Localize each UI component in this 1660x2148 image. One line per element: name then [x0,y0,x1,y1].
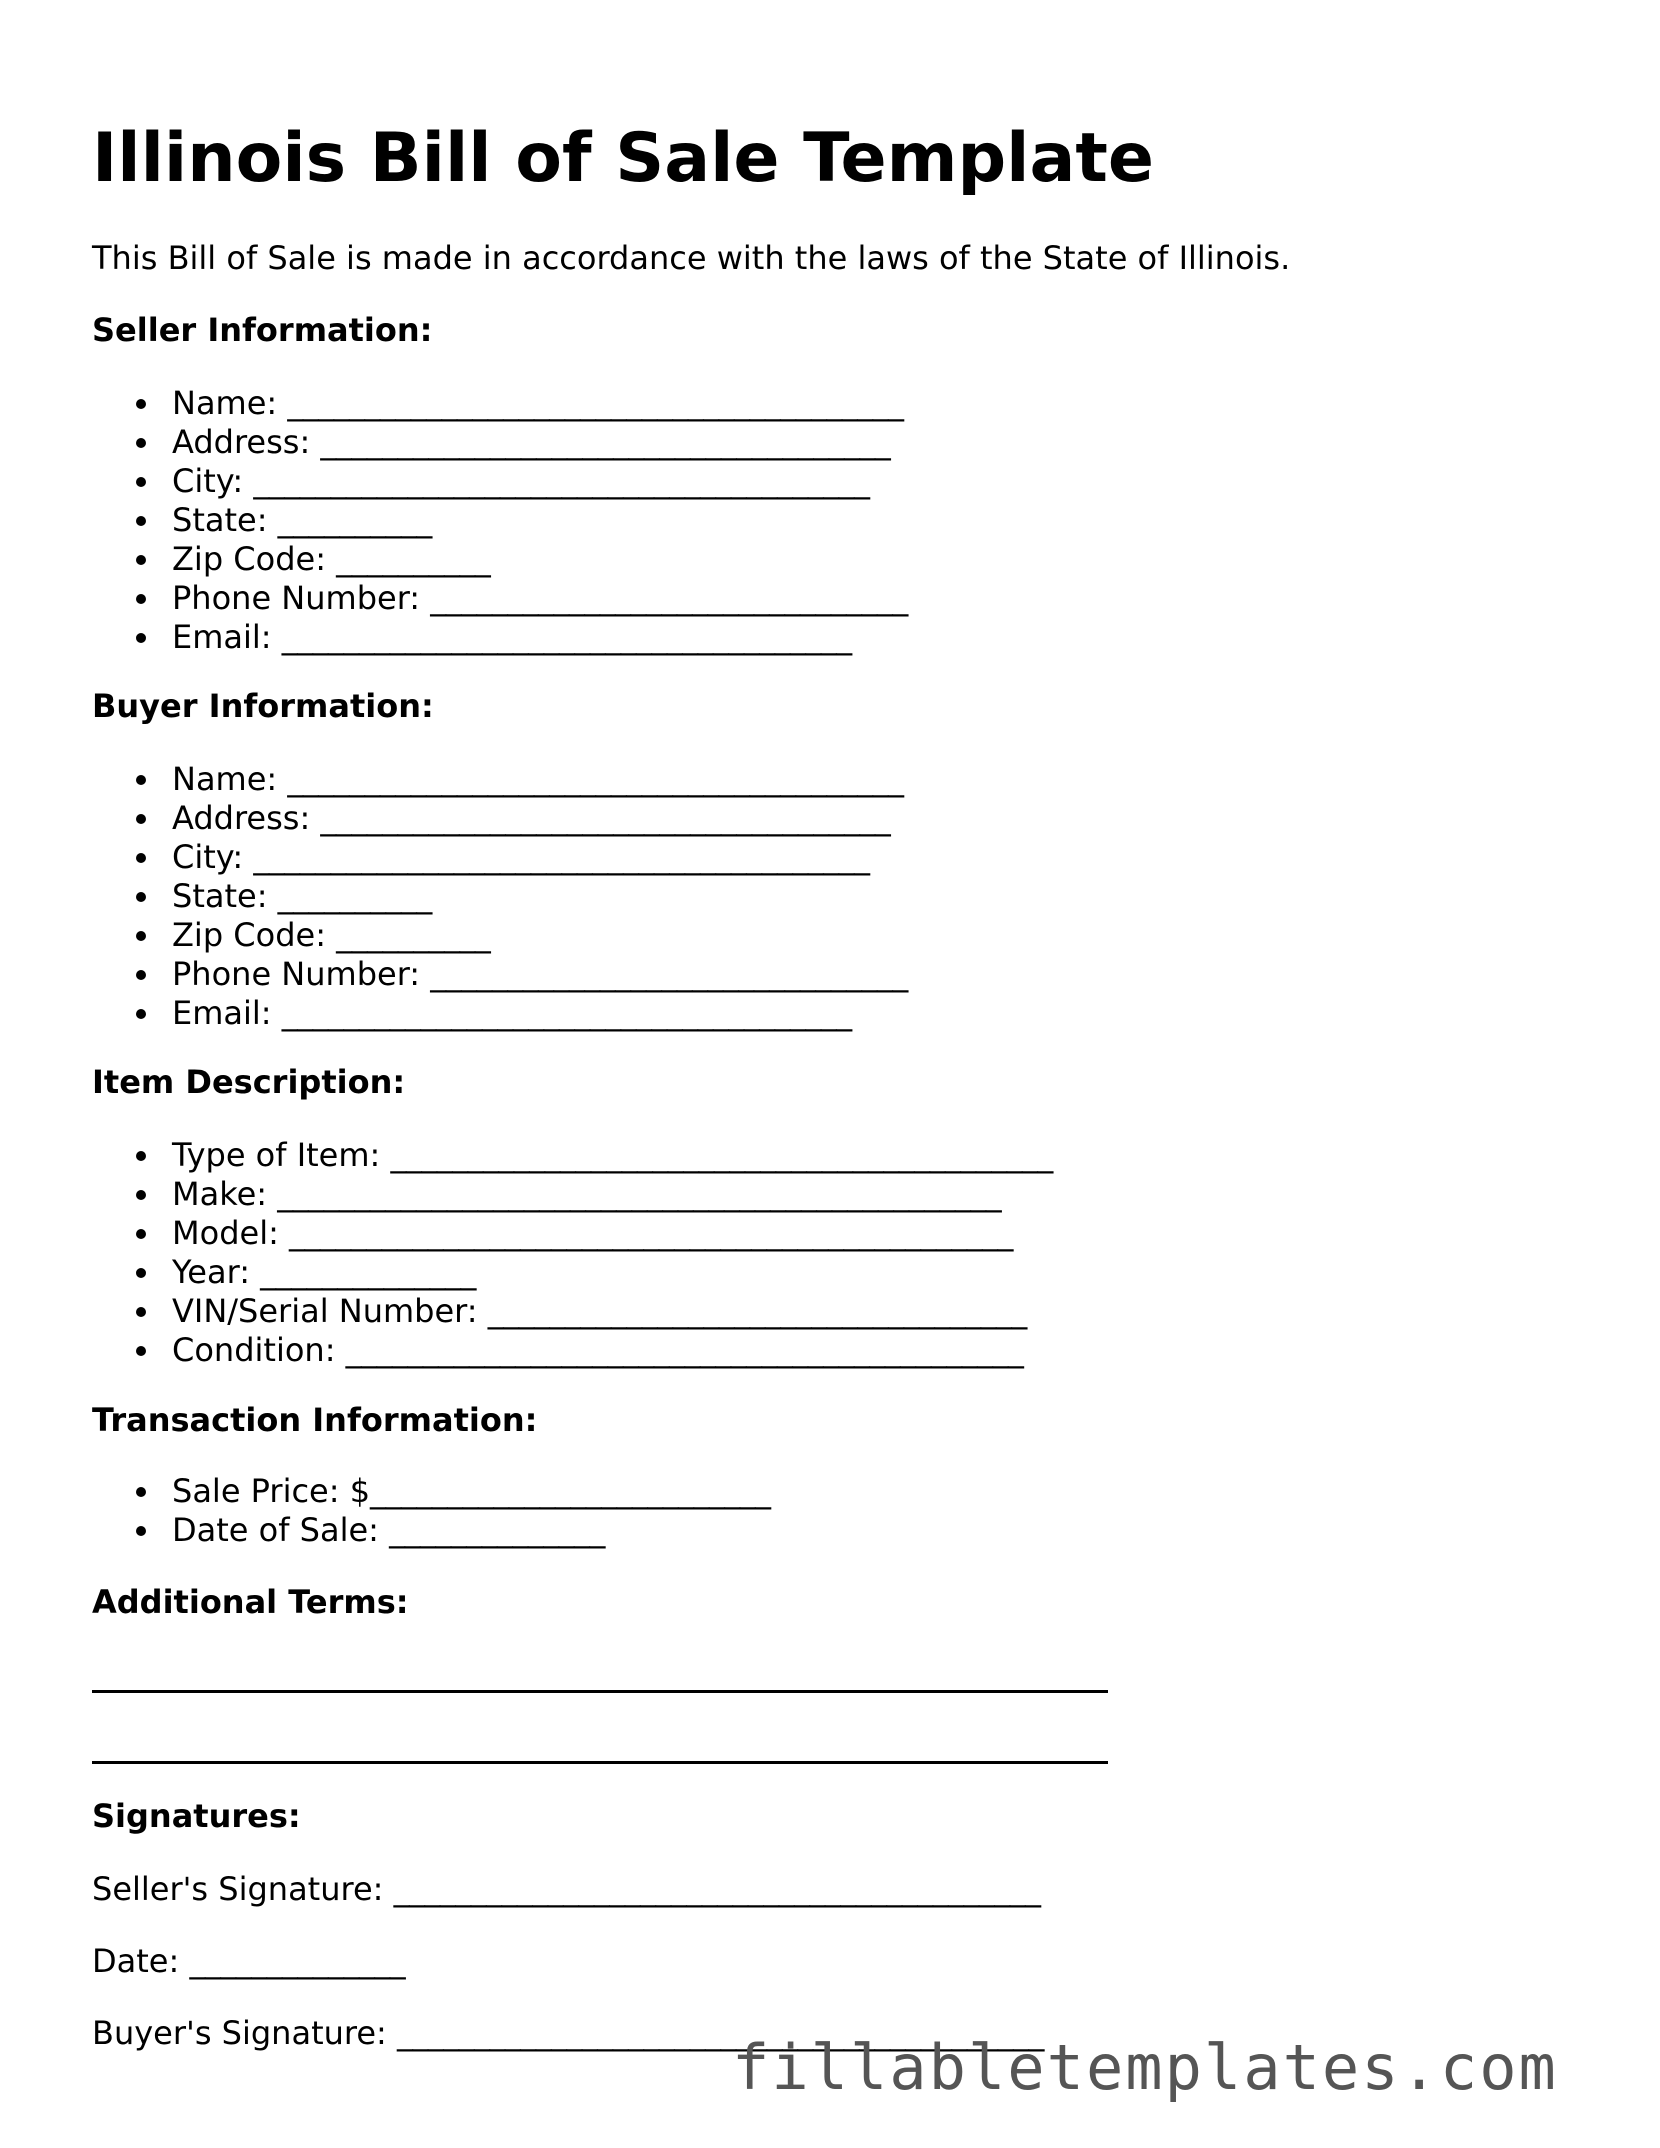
blank-line[interactable]: ________________________________________ [253,838,870,876]
bullet-icon [136,1307,146,1317]
field-label: VIN/Serial Number: [172,1292,488,1330]
blank-line[interactable]: _______________________________________________ [289,1214,1013,1252]
blank-line[interactable]: _____________________________________ [281,994,852,1032]
terms-line[interactable] [92,1690,1108,1693]
field-label: State: [172,877,278,915]
buyer-signature-line[interactable]: __________________________________________ [396,2014,1044,2052]
seller-heading: Seller Information: [92,311,433,349]
buyer-heading: Buyer Information: [92,687,434,725]
terms-line[interactable] [92,1761,1108,1764]
field-label: Address: [172,423,321,461]
blank-line[interactable]: _______________________________ [430,955,908,993]
bullet-icon [136,853,146,863]
field-label: Date of Sale: [172,1511,390,1549]
buyer-zip-field[interactable] [92,916,908,955]
blank-line[interactable]: ________________________________________ [253,462,870,500]
seller-name-field[interactable] [92,384,908,423]
seller-state-field[interactable] [92,501,908,540]
seller-zip-field[interactable] [92,540,908,579]
bullet-icon [136,1487,146,1497]
bullet-icon [136,814,146,824]
blank-line[interactable]: __________________________ [370,1472,771,1510]
seller-signature-label: Seller's Signature: [92,1870,394,1908]
field-label: Year: [172,1253,261,1291]
blank-line[interactable]: ___________________________________ [487,1292,1027,1330]
item-type-field[interactable] [92,1136,1053,1175]
field-label: Email: [172,618,282,656]
blank-line[interactable]: ________________________________________ [287,384,904,422]
item-vin-field[interactable] [92,1292,1053,1331]
field-label: Phone Number: [172,579,431,617]
page-title: Illinois Bill of Sale Template [92,119,1155,198]
buyer-name-field[interactable] [92,760,908,799]
date-of-sale-field[interactable] [92,1511,770,1550]
field-label: Zip Code: [172,916,337,954]
item-model-field[interactable] [92,1214,1053,1253]
blank-line[interactable]: __________ [277,501,432,539]
seller-signature-line[interactable]: __________________________________________ [393,1870,1041,1908]
date-label: Date: [92,1942,190,1980]
blank-line[interactable]: ________________________________________ [287,760,904,798]
bullet-icon [136,970,146,980]
buyer-phone-field[interactable] [92,955,908,994]
item-condition-field[interactable] [92,1331,1053,1370]
seller-city-field[interactable] [92,462,908,501]
bullet-icon [136,1151,146,1161]
field-label: Name: [172,384,288,422]
blank-line[interactable]: ___________________________________________ [390,1136,1053,1174]
blank-line[interactable]: __________ [277,877,432,915]
blank-line[interactable]: ______________ [389,1511,605,1549]
blank-line[interactable]: ______________ [260,1253,476,1291]
field-label: Make: [172,1175,278,1213]
buyer-fields [92,760,908,1033]
bullet-icon [136,1268,146,1278]
bullet-icon [136,633,146,643]
terms-heading: Additional Terms: [92,1583,409,1621]
field-label: Zip Code: [172,540,337,578]
field-label: Sale Price: $ [172,1472,371,1510]
blank-line[interactable]: __________ [336,916,491,954]
field-label: Address: [172,799,321,837]
field-label: Name: [172,760,288,798]
signatures-heading: Signatures: [92,1797,301,1835]
seller-address-field[interactable] [92,423,908,462]
bullet-icon [136,1526,146,1536]
bullet-icon [136,892,146,902]
blank-line[interactable]: _____________________________________ [320,423,891,461]
bullet-icon [136,594,146,604]
blank-line[interactable]: _____________________________________ [320,799,891,837]
date-line[interactable]: ______________ [189,1942,406,1980]
bullet-icon [136,438,146,448]
field-label: Type of Item: [172,1136,391,1174]
buyer-email-field[interactable] [92,994,908,1033]
blank-line[interactable]: ____________________________________________ [345,1331,1024,1369]
watermark: fillabletemplates.com [732,2031,1558,2104]
buyer-signature-label: Buyer's Signature: [92,2014,397,2052]
date-row[interactable] [92,1941,405,1981]
blank-line[interactable]: _____________________________________ [281,618,852,656]
item-year-field[interactable] [92,1253,1053,1292]
field-label: Condition: [172,1331,346,1369]
field-label: State: [172,501,278,539]
field-label: City: [172,462,254,500]
seller-fields [92,384,908,657]
field-label: Email: [172,994,282,1032]
buyer-address-field[interactable] [92,799,908,838]
bullet-icon [136,775,146,785]
blank-line[interactable]: _______________________________________________ [277,1175,1002,1213]
transaction-fields [92,1472,770,1550]
bullet-icon [136,516,146,526]
transaction-heading: Transaction Information: [92,1401,538,1439]
item-fields [92,1136,1053,1370]
seller-phone-field[interactable] [92,579,908,618]
bullet-icon [136,1009,146,1019]
item-make-field[interactable] [92,1175,1053,1214]
field-label: Phone Number: [172,955,431,993]
bullet-icon [136,931,146,941]
bullet-icon [136,1229,146,1239]
bullet-icon [136,399,146,409]
blank-line[interactable]: __________ [336,540,491,578]
bullet-icon [136,555,146,565]
bullet-icon [136,477,146,487]
blank-line[interactable]: _______________________________ [430,579,908,617]
bullet-icon [136,1190,146,1200]
sale-price-field[interactable] [92,1472,770,1511]
field-label: City: [172,838,254,876]
buyer-state-field[interactable] [92,877,908,916]
seller-email-field[interactable] [92,618,908,657]
intro-text: This Bill of Sale is made in accordance with the laws of the State of Illinois. [92,239,1291,277]
field-label: Model: [172,1214,290,1252]
buyer-city-field[interactable] [92,838,908,877]
item-heading: Item Description: [92,1063,406,1101]
bullet-icon [136,1346,146,1356]
seller-signature-row[interactable] [92,1869,1040,1909]
